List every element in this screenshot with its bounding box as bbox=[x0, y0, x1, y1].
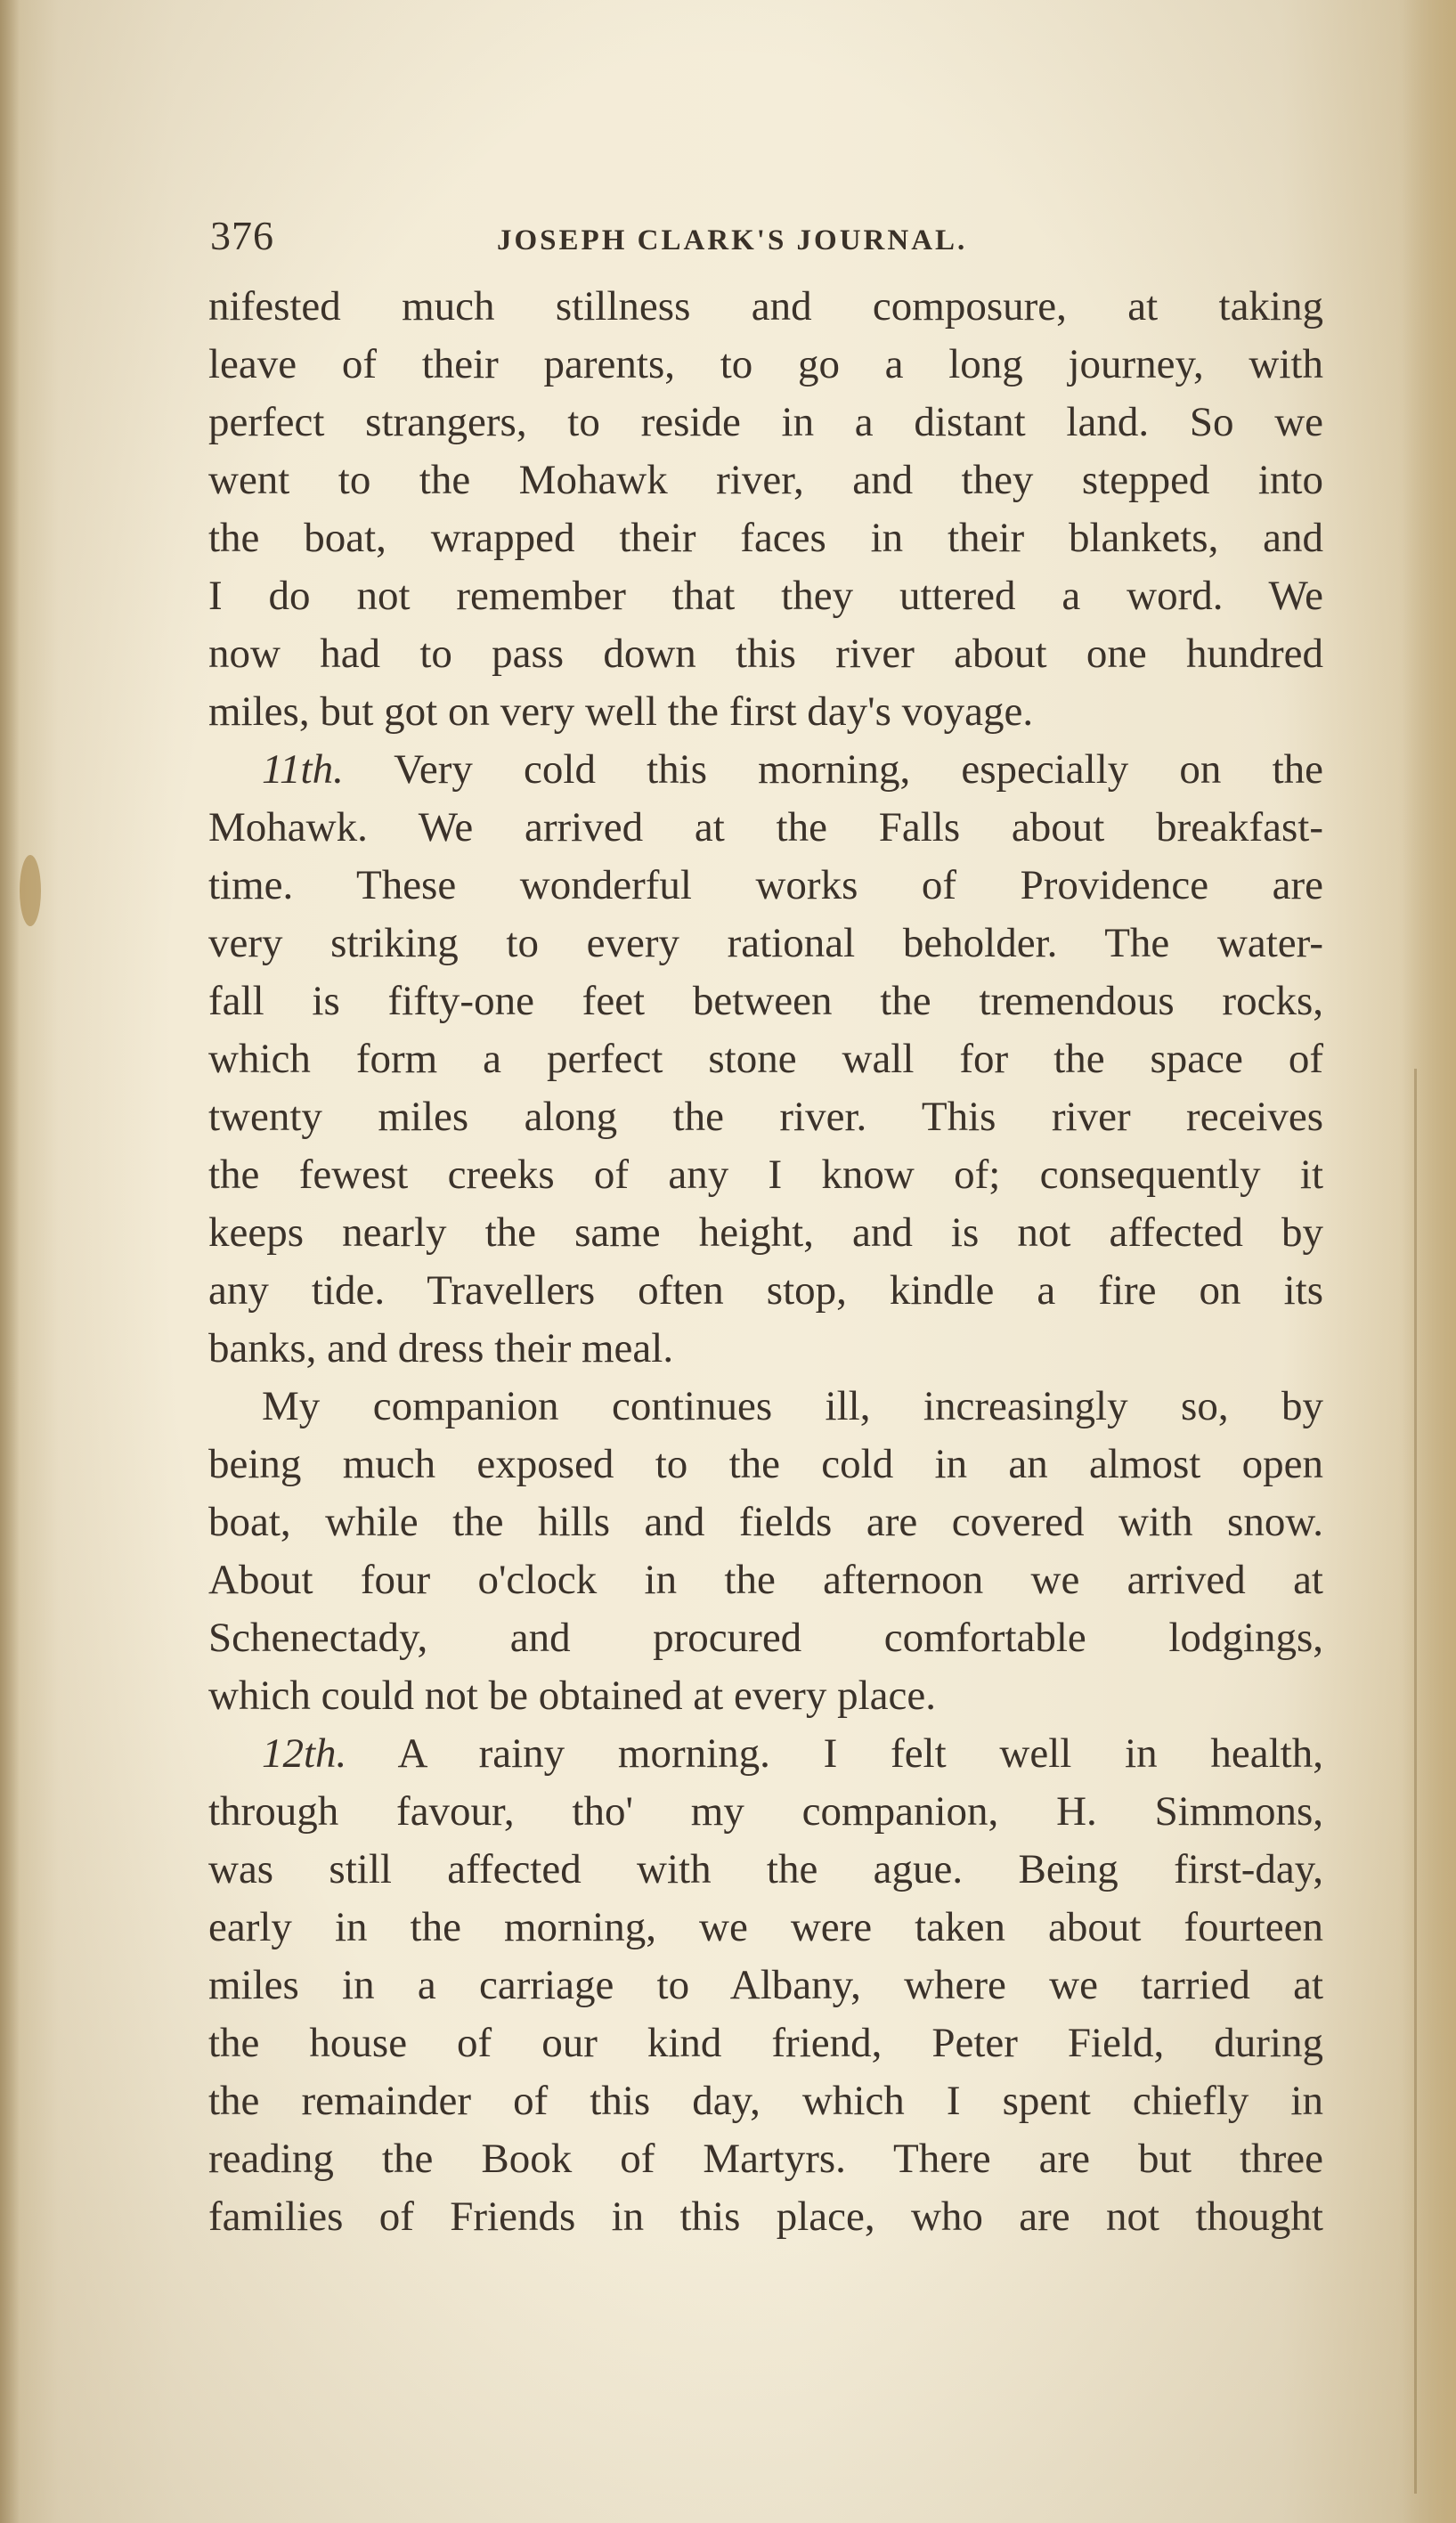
text-line: keeps nearly the same height, and is not affected by bbox=[208, 1209, 1323, 1256]
text-line: perfect strangers, to reside in a distant land. So we bbox=[208, 399, 1323, 445]
text-line: the fewest creeks of any I know of; consequently it bbox=[208, 1152, 1323, 1198]
entry-date-11th: 11th. bbox=[262, 746, 344, 793]
text-line: was still affected with the ague. Being first-day, bbox=[208, 1846, 1323, 1892]
text-line: Schenectady, and procured comfortable lodgings, bbox=[208, 1615, 1323, 1661]
text-line: fall is fifty-one feet between the tremendous rocks, bbox=[208, 978, 1323, 1024]
text-line: banks, and dress their meal. bbox=[208, 1325, 674, 1371]
text-line: twenty miles along the river. This river receives bbox=[208, 1094, 1323, 1140]
text-line: miles, but got on very well the first day's voyage. bbox=[208, 688, 1034, 735]
paper-stain bbox=[20, 855, 41, 926]
text-line: the remainder of this day, which I spent chiefly in bbox=[208, 2078, 1323, 2124]
text-line: the house of our kind friend, Peter Field, during bbox=[208, 2020, 1323, 2066]
entry-text: Very cold this morning, especially on the bbox=[394, 746, 1323, 793]
entry-text: A rainy morning. I felt well in health, bbox=[397, 1730, 1323, 1777]
journal-text bbox=[208, 278, 1323, 2246]
text-line: families of Friends in this place, who are not thought bbox=[208, 2193, 1323, 2240]
running-head: JOSEPH CLARK'S JOURNAL. bbox=[497, 224, 968, 256]
text-line: miles in a carriage to Albany, where we tarried at bbox=[208, 1962, 1323, 2008]
text-line: time. These wonderful works of Providence are bbox=[208, 862, 1323, 908]
text-line: I do not remember that they uttered a word. We bbox=[208, 573, 1323, 619]
page-edge-shadow-left bbox=[0, 0, 20, 2523]
text-line: early in the morning, we were taken about fourteen bbox=[208, 1904, 1323, 1950]
text-line: which could not be obtained at every place. bbox=[208, 1673, 936, 1719]
text-line: any tide. Travellers often stop, kindle a fire on its bbox=[208, 1267, 1323, 1314]
entry-date-12th: 12th. bbox=[262, 1730, 347, 1777]
text-line: leave of their parents, to go a long journey, with bbox=[208, 341, 1323, 387]
page-number: 376 bbox=[210, 213, 274, 258]
entry-11th-first-line bbox=[208, 741, 1323, 799]
text-line: My companion continues ill, increasingly so, by bbox=[262, 1383, 1323, 1429]
text-line: boat, while the hills and fields are covered with snow. bbox=[208, 1499, 1323, 1545]
text-line: which form a perfect stone wall for the space of bbox=[208, 1036, 1323, 1082]
text-line: the boat, wrapped their faces in their blankets, and bbox=[208, 515, 1323, 561]
text-line: nifested much stillness and composure, at taking bbox=[208, 283, 1323, 330]
text-line: About four o'clock in the afternoon we arrived at bbox=[208, 1557, 1323, 1603]
entry-12th-first-line bbox=[208, 1725, 1323, 1783]
text-line: Mohawk. We arrived at the Falls about breakfast- bbox=[208, 804, 1323, 850]
text-line: being much exposed to the cold in an almost open bbox=[208, 1441, 1323, 1487]
text-line: reading the Book of Martyrs. There are but three bbox=[208, 2136, 1323, 2182]
page-edge-crease bbox=[1414, 1069, 1417, 2494]
text-line: went to the Mohawk river, and they stepped into bbox=[208, 457, 1323, 503]
page-edge-shadow-right bbox=[1403, 0, 1456, 2523]
text-line: through favour, tho' my companion, H. Simmons, bbox=[208, 1788, 1323, 1835]
page-header bbox=[210, 212, 1323, 265]
text-line: very striking to every rational beholder. The water- bbox=[208, 920, 1323, 966]
text-line: now had to pass down this river about one hundred bbox=[208, 631, 1323, 677]
